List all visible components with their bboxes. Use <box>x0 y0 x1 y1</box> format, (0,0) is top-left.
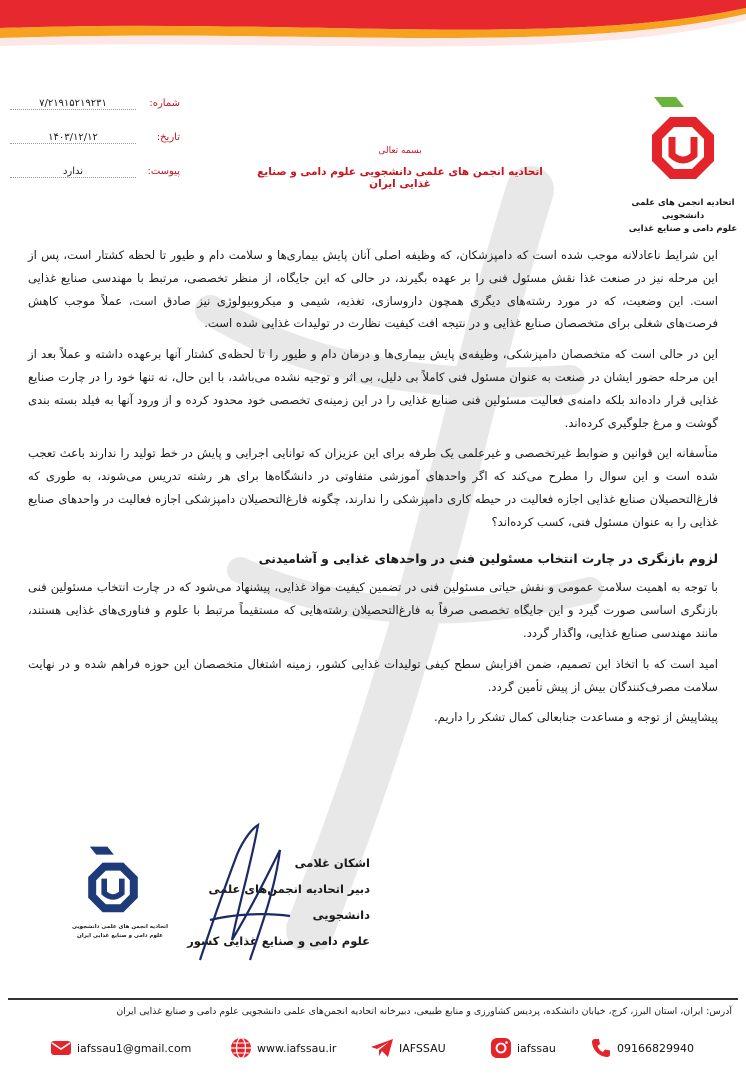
body-paragraph: با توجه به اهمیت سلامت عمومی و نقش حیاتی مسئولین فنی در تضمین کیفیت مواد غذایی، پیشنهاد می‌شود که در چارت انتخاب مسئولین فنی بازنگری اساسی صورت گیرد و این جایگاه تخصصی صرفاً به فارغ‌التحصیلان رشته‌هایی که مستقیماً مرتبط با علوم و فناوری‌های غذایی هستند، مانند مهندسی صنایع غذایی، واگذار گردد. <box>28 580 718 640</box>
logo-caption-line1: اتحادیه انجمن های علمی دانشجویی <box>631 198 735 221</box>
email-text: iafssau1@gmail.com <box>77 1041 192 1055</box>
header-swoosh <box>0 0 746 90</box>
letter-number-label: شماره: <box>149 98 180 109</box>
mail-icon <box>50 1037 72 1059</box>
logo-caption-line2: علوم دامی و صنایع غذایی <box>628 224 738 234</box>
telegram-text: IAFSSAU <box>399 1041 446 1055</box>
letter-attachment-label: پیوست: <box>147 166 180 177</box>
body-paragraph: امید است که با اتخاذ این تصمیم، ضمن افزایش سطح کیفی تولیدات غذایی کشور، زمینه اشتغال متخصصان این حوزه فراهم شده و در نهایت سلامت مصرف‌کنندگان بیش از پیش تأمین گردد. <box>28 656 718 694</box>
stamp-caption-line1: اتحادیه انجمن های علمی دانشجویی <box>72 924 168 930</box>
association-logo-icon <box>644 95 722 195</box>
phone-text: 09166829940 <box>617 1041 694 1055</box>
letter-header <box>250 146 550 190</box>
section-heading: لزوم بازنگری در چارت انتخاب مسئولین فنی در واحدهای غذایی و آشامیدنی <box>258 550 718 566</box>
body-paragraph: این شرایط ناعادلانه موجب شده است که دامپزشکان، که وظیفه اصلی آنان پایش بیماری‌ها و سلامت دام و طیور تا لحظه کشتار است، پس از این مرحله نیز در صنعت غذا نقش مسئول فنی را بر عهده بگیرند، در حالی که این جایگاه، از منظر تخصصی، مرتبط با مهندسی صنایع غذایی است. این وضعیت، که در مورد رشته‌های دیگری همچون داروسازی، تغذیه، شیمی و میکروبیولوژی نیز صادق است، عملاً موجب کاهش فرصت‌های شغلی برای متخصصان صنایع غذایی و در نتیجه افت کیفیت نظارت در تولیدات غذایی شده است. <box>28 248 718 331</box>
phone-icon <box>590 1037 612 1059</box>
basmala: بسمه تعالی <box>378 146 422 156</box>
letter-date-label: تاریخ: <box>156 132 180 143</box>
website-text: www.iafssau.ir <box>257 1041 337 1055</box>
email-contact[interactable] <box>50 1037 191 1059</box>
letter-number-row <box>10 98 180 116</box>
handwritten-signature <box>140 820 320 970</box>
letter-meta <box>10 98 180 200</box>
letter-number-value: ۷/۲۱۹۱۵۲۱۹۲۳۱ <box>10 98 136 110</box>
instagram-text: iafssau <box>517 1041 556 1055</box>
letter-attachment-row <box>10 166 180 184</box>
stamp-caption-line2: علوم دامی و صنایع غذایی ایران <box>77 933 163 939</box>
association-logo <box>628 95 738 236</box>
instagram-icon <box>490 1037 512 1059</box>
signature-block <box>70 820 370 970</box>
body-paragraph: پیشاپیش از توجه و مساعدت جنابعالی کمال تشکر را داریم. <box>433 710 718 725</box>
signatory-name: اشکان غلامی <box>294 856 370 870</box>
signatory-title-2: علوم دامی و صنایع غذایی کشور <box>187 934 370 948</box>
letter-date-row <box>10 132 180 150</box>
signatory-title: دبیر اتحادیه انجمن‌های علمی دانشجویی <box>208 882 370 922</box>
letter-body <box>28 244 718 737</box>
letter-date-value: ۱۴۰۳/۱۲/۱۲ <box>10 132 136 144</box>
website-contact[interactable] <box>230 1037 336 1059</box>
body-paragraph: متأسفانه این قوانین و ضوابط غیرتخصصی و غیرعلمی یک طرفه برای این عزیزان که توانایی اجرایی و پایش در خط تولید را ندارند باعث تعجب شده است و این سوال را مطرح می‌کند که اگر واحدهای آموزشی متفاوتی در دانشگاه‌ها برای هر رشته تدریس می‌شوند، به طوری که فارغ‌التحصیلان صنایع غذایی اجازه فعالیت در حیطه کاری دامپزشکی را ندارند، چگونه فارغ‌التحصیلان دامپزشکی اجازه فعالیت در واحدهای صنایع غذایی را به عنوان مسئول فنی، کسب کرده‌اند؟ <box>28 446 718 529</box>
body-paragraph: این در حالی است که متخصصان دامپزشکی، وظیفه‌ی پایش بیماری‌ها و درمان دام و طیور را تا لحظه‌ی کشتار آنها برعهده داشته و عملاً بعد از این مرحله حضور ایشان در صنعت به عنوان مسئول فنی کاملاً بی دلیل، بی اثر و توجیه نشده می‌باشد، با این حال، نه تنها خود را در چارت صنایع غذایی قرار داده‌اند بلکه دامنه‌ی فعالیت مسئولین فنی صنایع غذایی را در این زمینه‌ی تخصصی خود محدود کرده و از ورود آنها به فیلد بسته بندی گوشت و مرغ جلوگیری کرده‌اند. <box>28 347 718 430</box>
stamp-logo-icon <box>78 845 148 925</box>
letter-attachment-value: ندارد <box>10 166 136 178</box>
globe-icon <box>230 1037 252 1059</box>
footer-address: آدرس: ایران، استان البرز، کرج، خیابان دانشکده، پردیس کشاورزی و منابع طبیعی، دبیرخانه اتحادیه انجمن‌های علمی دانشجویی علوم دامی و صنایع غذایی ایران <box>116 1006 732 1017</box>
phone-contact[interactable] <box>590 1037 694 1059</box>
footer-divider <box>8 998 738 1000</box>
footer-contacts <box>30 1037 720 1061</box>
organization-name: اتحادیه انجمن های علمی دانشجویی علوم دامی و صنایع غذایی ایران <box>257 166 543 190</box>
telegram-contact[interactable] <box>370 1037 446 1059</box>
instagram-contact[interactable] <box>490 1037 556 1059</box>
telegram-icon <box>370 1037 394 1059</box>
